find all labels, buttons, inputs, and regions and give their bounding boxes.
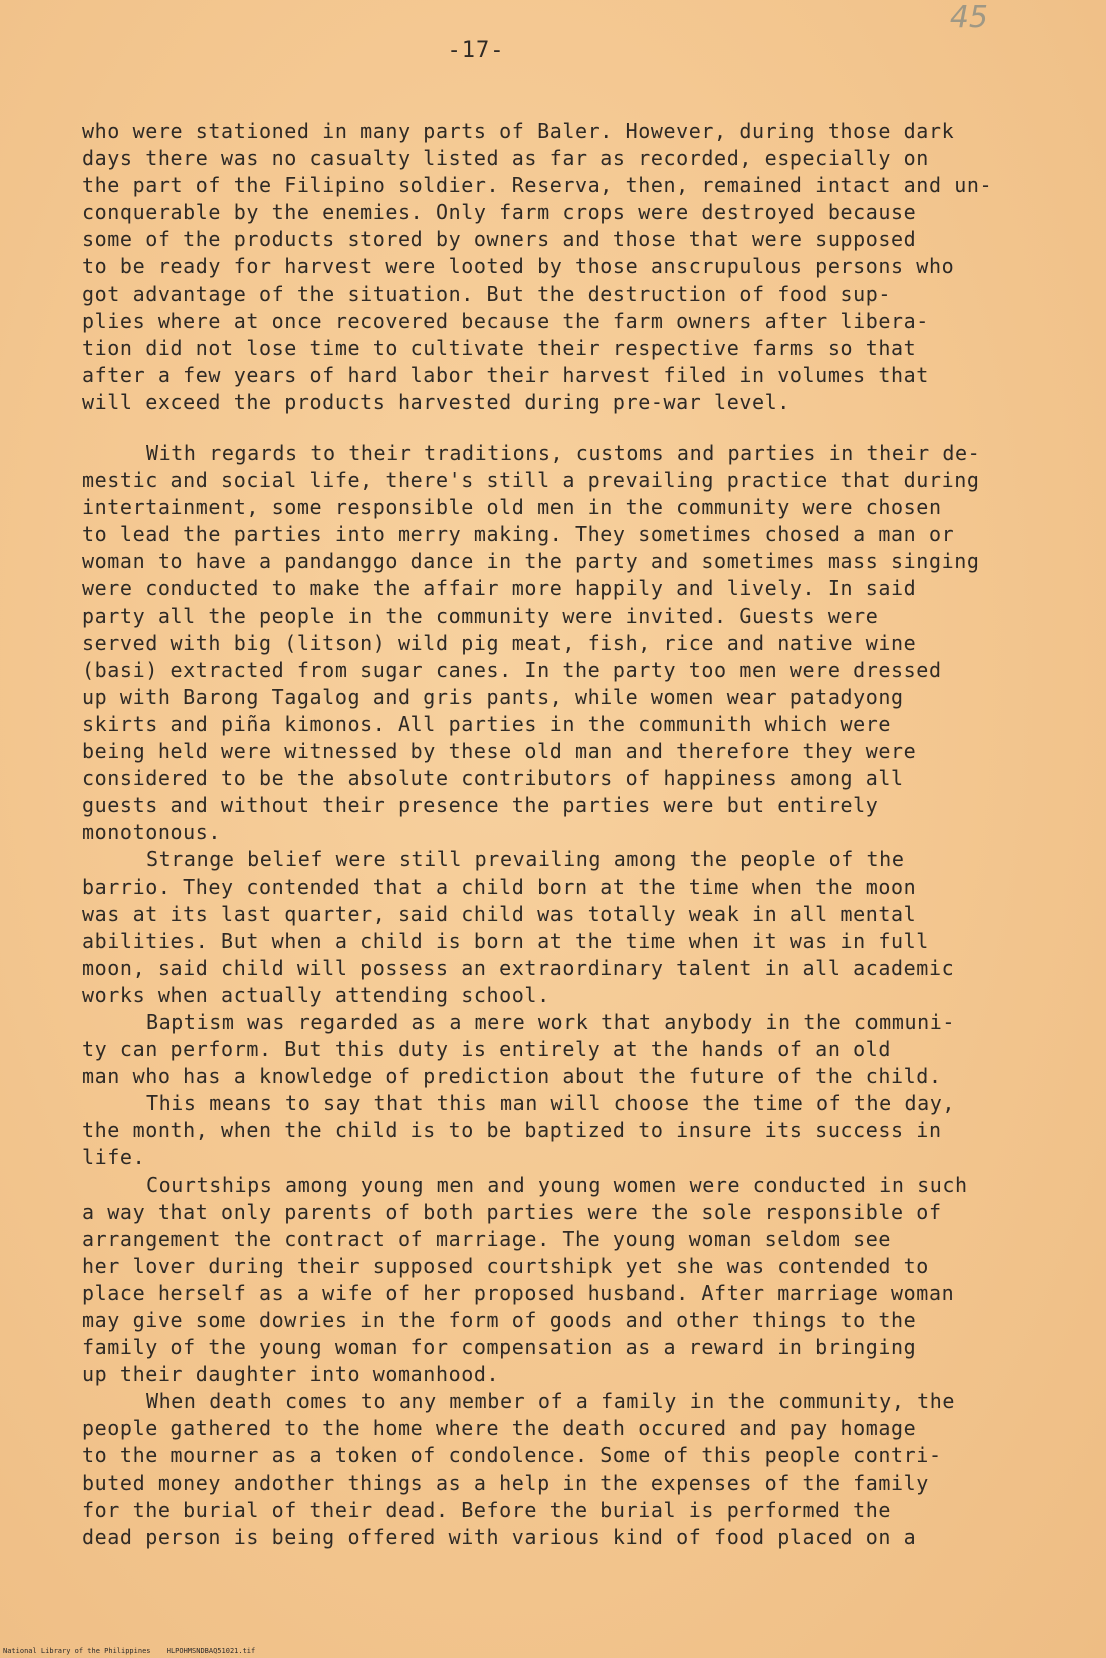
text-line: buted money andother things as a help in the expenses of the family	[82, 1470, 929, 1495]
text-line: works when actually attending school.	[82, 982, 550, 1007]
text-line: got advantage of the situation. But the destruction of food sup-	[82, 281, 892, 306]
text-line: some of the products stored by owners and those that were supposed	[82, 227, 917, 252]
text-line: skirts and piña kimonos. All parties in the communith which were	[82, 711, 892, 736]
text-line: for the burial of their dead. Before the burial is performed the	[82, 1497, 892, 1522]
text-line: man who has a knowledge of prediction about the future of the child.	[82, 1064, 942, 1089]
text-line: will exceed the products harvested during pre-war level.	[82, 389, 790, 414]
text-line: arrangement the contract of marriage. The young woman seldom see	[82, 1226, 892, 1251]
text-line: Courtships among young men and young women were conducted in such	[146, 1172, 968, 1197]
text-line: With regards to their traditions, customs and parties in their de-	[146, 441, 981, 465]
text-line: moon, said child will possess an extraordinary talent in all academic	[82, 955, 955, 980]
text-line: days there was no casualty listed as far as recorded, especially on	[82, 146, 929, 171]
paragraph-opening	[82, 118, 1007, 416]
text-line: considered to be the absolute contributors of happiness among all	[82, 766, 904, 791]
text-line: tion did not lose time to cultivate their respective farms so that	[82, 335, 917, 360]
text-line: This means to say that this man will choose the time of the day,	[146, 1091, 956, 1116]
text-line: was at its last quarter, said child was totally weak in all mental	[82, 901, 917, 926]
text-line: after a few years of hard labor their harvest filed in volumes that	[82, 362, 929, 387]
archive-page-number: 45	[949, 0, 988, 35]
page-number: -17-	[447, 38, 505, 63]
text-line: a way that only parents of both parties were the sole responsible of	[82, 1199, 942, 1224]
file-identifier: HLPOHMSNDBAQ51021.tif	[166, 1647, 256, 1655]
text-line: being held were witnessed by these old man and therefore they were	[82, 739, 917, 764]
text-line: intertainment, some responsible old men in the community were chosen	[82, 495, 942, 520]
text-line: conquerable by the enemies. Only farm crops were destroyed because	[82, 200, 917, 225]
text-line: the part of the Filipino soldier. Reserva, then, remained intact and un-	[82, 173, 993, 198]
text-line: dead person is being offered with various kind of food placed on a	[82, 1524, 917, 1549]
text-line: may give some dowries in the form of goods and other things to the	[82, 1308, 917, 1332]
text-line: monotonous.	[82, 820, 222, 845]
text-line: When death comes to any member of a family in the community, the	[146, 1389, 956, 1414]
text-line: the month, when the child is to be baptized to insure its success in	[82, 1118, 942, 1143]
text-line: to the mourner as a token of condolence. Some of this people contri-	[82, 1443, 942, 1468]
text-line: mestic and social life, there's still a prevailing practice that during	[82, 468, 980, 493]
text-line: woman to have a pandanggo dance in the party and sometimes mass singing	[82, 549, 980, 574]
body-text	[82, 440, 1007, 1551]
text-line: Strange belief were still prevailing among the people of the	[146, 847, 905, 872]
text-line: plies where at once recovered because the farm owners after libera-	[82, 308, 929, 333]
library-credit: National Library of the Philippines	[3, 1647, 151, 1655]
text-line: Baptism was regarded as a mere work that anybody in the communi-	[146, 1009, 956, 1034]
text-line: party all the people in the community were invited. Guests were	[82, 603, 879, 628]
text-line: ty can perform. But this duty is entirely at the hands of an old	[82, 1037, 892, 1062]
text-line: (basi) extracted from sugar canes. In the party too men were dressed	[82, 657, 942, 682]
text-line: place herself as a wife of her proposed husband. After marriage woman	[82, 1280, 955, 1305]
text-line: served with big (litson) wild pig meat, fish, rice and native wine	[82, 630, 917, 655]
text-line: guests and without their presence the parties were but entirely	[82, 793, 879, 818]
text-line: life.	[82, 1145, 146, 1170]
text-line: to be ready for harvest were looted by those anscrupulous persons who	[82, 254, 955, 279]
text-line: up with Barong Tagalog and gris pants, while women wear patadyong	[82, 684, 904, 709]
scan-footer	[3, 1647, 267, 1655]
text-line: were conducted to make the affair more happily and lively. In said	[82, 576, 917, 601]
text-line: her lover during their supposed courtshipk yet she was contended to	[82, 1253, 929, 1278]
text-line: barrio. They contended that a child born at the time when the moon	[82, 874, 917, 899]
text-line: abilities. But when a child is born at the time when it was in full	[82, 928, 929, 953]
text-line: up their daughter into womanhood.	[82, 1362, 500, 1387]
text-line: family of the young woman for compensation as a reward in bringing	[82, 1335, 917, 1360]
text-line: who were stationed in many parts of Baler. However, during those dark	[82, 119, 955, 143]
text-line: people gathered to the home where the death occured and pay homage	[82, 1416, 917, 1441]
text-line: to lead the parties into merry making. They sometimes chosed a man or	[82, 522, 955, 547]
